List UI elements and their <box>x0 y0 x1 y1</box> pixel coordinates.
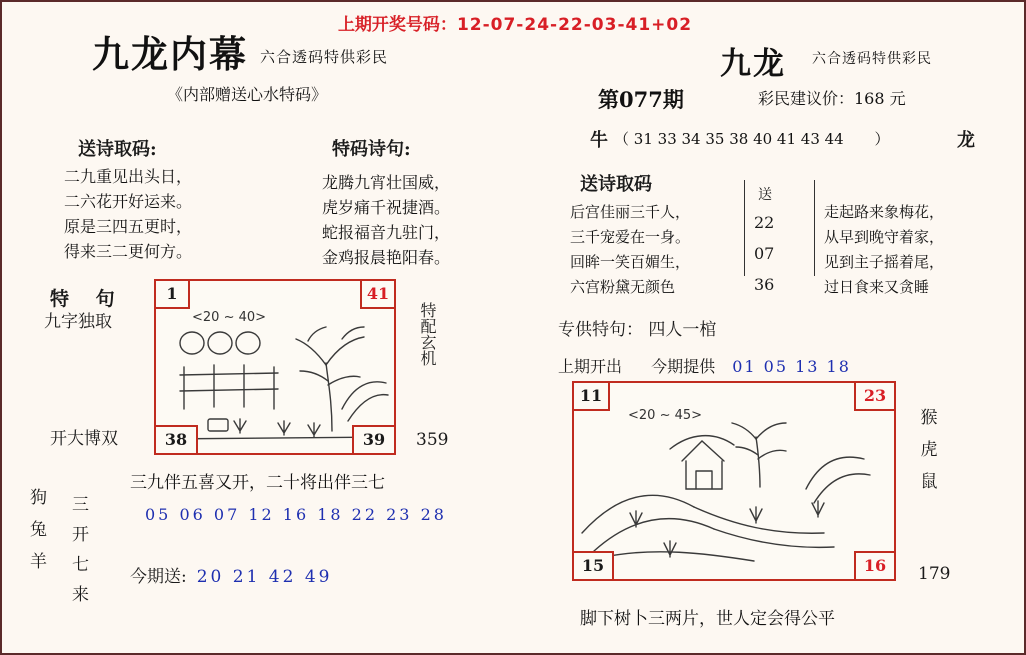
right-songshi-heading: 送诗取码 <box>580 174 652 195</box>
this-open-label: 今期提供 <box>651 357 716 376</box>
sankai-char: 开 <box>72 525 89 545</box>
zodiac-item: 兔 <box>30 520 47 540</box>
poem-line: 走起路来象梅花， <box>824 203 945 221</box>
right-second-poem <box>824 200 944 300</box>
zodiac-item: 虎 <box>920 440 938 460</box>
corner-number-tl: 11 <box>572 381 610 411</box>
jinqi-numbers: 20 21 42 49 <box>196 567 333 587</box>
jinqi-row <box>130 562 332 587</box>
tema-poem-heading: 特码诗句: <box>332 139 411 160</box>
poem-line: 得来三二更何方。 <box>64 242 193 261</box>
last-open-label: 上期开出 <box>558 357 623 376</box>
right-side-number: 179 <box>918 564 951 584</box>
logo-left-subtitle: 六合透码特供彩民 <box>260 48 389 66</box>
svg-text:<20 ~ 40>: <20 ~ 40> <box>192 310 267 325</box>
poem-line: 虎岁痛千祝捷酒。 <box>322 198 451 217</box>
sankai-label <box>72 490 89 610</box>
left-songshi-poem <box>64 164 192 264</box>
open-row <box>558 354 851 377</box>
corner-number-tl: 1 <box>154 279 190 309</box>
poem-line: 二六花开好运来。 <box>64 192 193 211</box>
zodiac-left: 牛 <box>590 130 608 151</box>
left-songshi-heading: 送诗取码: <box>78 139 157 160</box>
number-line-values: 31 33 34 35 38 40 41 43 44 <box>633 130 844 148</box>
sketch-image-right <box>572 381 896 581</box>
poem-line: 龙腾九宵壮国威， <box>322 173 451 192</box>
left-number-set: 05 06 07 12 16 18 22 23 28 <box>145 505 447 524</box>
zodiac-item: 鼠 <box>920 472 938 492</box>
corner-number-tr: 23 <box>854 381 896 411</box>
kaida-label: 开大博双 <box>50 429 118 449</box>
divider-vertical-left <box>744 180 745 276</box>
poem-line: 蛇报福音九驻门， <box>322 223 451 242</box>
svg-text:<20 ~ 45>: <20 ~ 45> <box>628 408 703 423</box>
draw-result-header <box>280 10 750 35</box>
teju-heading: 特 句 <box>50 288 125 310</box>
song-number: 36 <box>754 275 775 294</box>
right-songshi-poem <box>570 200 690 300</box>
bottom-phrase: 脚下树卜三两片，世人定会得公平 <box>580 609 835 629</box>
special-phrase: 专供特句： 四人一棺 <box>558 320 717 340</box>
issue-number: 第077期 <box>598 87 684 112</box>
draw-result-numbers: 12-07-24-22-03-41+02 <box>456 15 693 35</box>
poem-line: 金鸡报晨艳阳春。 <box>322 248 451 267</box>
sketch-image-left <box>154 279 396 455</box>
corner-number-br: 16 <box>854 551 896 581</box>
poem-line: 二九重见出头日， <box>64 167 193 186</box>
zodiac-item: 猴 <box>920 408 938 428</box>
this-open-numbers: 01 05 13 18 <box>732 357 851 376</box>
logo-left: 九龙内幕 <box>92 32 248 76</box>
song-number: 07 <box>754 244 775 263</box>
divider-vertical-right <box>814 180 815 276</box>
sketch-left-svg <box>156 281 390 449</box>
number-line <box>614 128 890 149</box>
left-phrase: 三九伴五喜又开，二十将出伴三七 <box>130 473 385 493</box>
sketch-right-svg <box>574 383 890 575</box>
logo-right: 九龙 <box>720 46 786 82</box>
song-numbers <box>754 207 774 300</box>
jinqi-label: 今期送: <box>130 567 187 587</box>
song-number: 22 <box>754 213 775 232</box>
poem-line: 回眸一笑百媚生， <box>570 253 691 271</box>
left-zodiac-list <box>30 482 47 578</box>
song-label: 送 <box>758 187 772 203</box>
corner-number-tr: 41 <box>360 279 396 309</box>
sankai-char: 三 <box>72 495 89 515</box>
right-zodiac-list <box>914 402 944 498</box>
tepei-label <box>414 302 437 366</box>
tema-poem <box>322 170 450 270</box>
tepei-char: 特配玄机 <box>418 302 437 366</box>
poem-line: 原是三四五更时， <box>64 217 193 236</box>
zodiac-item: 狗 <box>30 488 47 508</box>
poem-line: 后宫佳丽三千人， <box>570 203 691 221</box>
corner-number-br: 39 <box>352 425 396 455</box>
close-paren: ） <box>874 130 890 148</box>
jiuzi-label: 九字独取 <box>44 312 112 332</box>
logo-right-subtitle: 六合透码特供彩民 <box>812 51 932 67</box>
suggested-price: 彩民建议价：168 元 <box>758 89 906 108</box>
sankai-char: 来 <box>72 585 89 605</box>
poem-line: 六宫粉黛无颜色 <box>570 278 676 296</box>
corner-number-bl: 15 <box>572 551 614 581</box>
zodiac-item: 羊 <box>30 552 47 572</box>
slogan: 《内部赠送心水特码》 <box>167 85 328 104</box>
left-side-number: 359 <box>416 430 449 450</box>
draw-result-label: 上期开奖号码： <box>337 15 457 35</box>
zodiac-right: 龙 <box>957 130 975 151</box>
poem-line: 从早到晚守着家， <box>824 228 945 246</box>
poem-line: 三千宠爱在一身。 <box>570 228 691 246</box>
poem-line: 见到主子摇着尾， <box>824 253 945 271</box>
corner-number-bl: 38 <box>154 425 198 455</box>
sankai-char: 七 <box>72 555 89 575</box>
open-paren: （ <box>614 130 630 148</box>
poem-line: 过日食来又贪睡 <box>824 278 930 296</box>
